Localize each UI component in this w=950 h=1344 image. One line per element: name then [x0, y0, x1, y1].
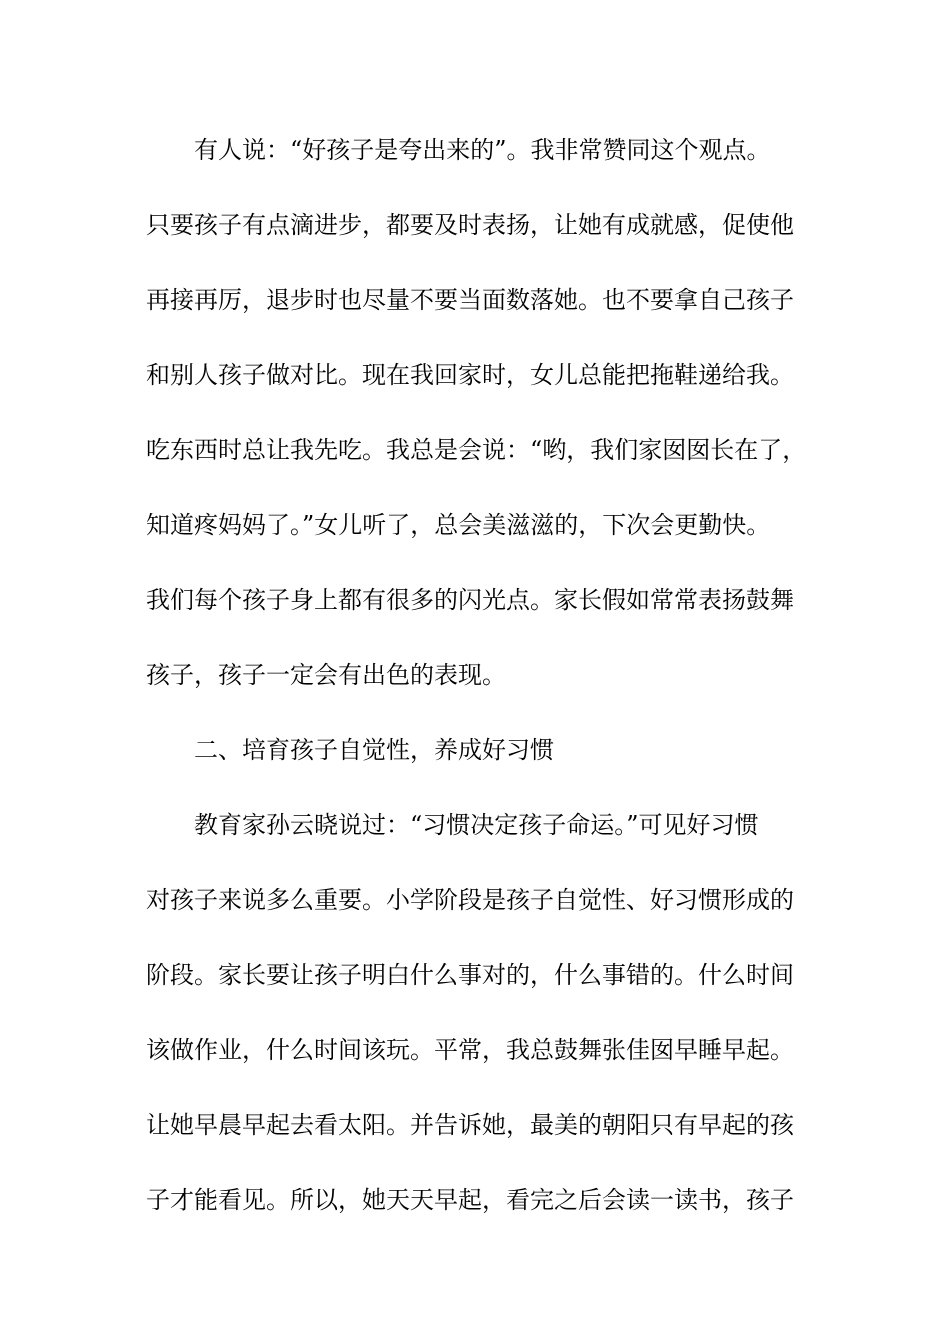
text-line: 吃东西时总让我先吃。我总是会说：“哟，我们家囡囡长在了， [146, 436, 807, 464]
text-line: 让她早晨早起去看太阳。并告诉她，最美的朝阳只有早起的孩 [146, 1111, 794, 1139]
text-line: 该做作业，什么时间该玩。平常，我总鼓舞张佳囡早睡早起。 [146, 1036, 794, 1064]
text-line: 和别人孩子做对比。现在我回家时，女儿总能把拖鞋递给我。 [146, 361, 794, 389]
text-line: 教育家孙云晓说过：“习惯决定孩子命运。”可见好习惯 [194, 811, 759, 839]
text-line: 再接再厉，退步时也尽量不要当面数落她。也不要拿自己孩子 [146, 286, 794, 314]
text-line: 有人说：“好孩子是夸出来的”。我非常赞同这个观点。 [194, 136, 771, 164]
text-line: 孩子，孩子一定会有出色的表现。 [146, 661, 506, 689]
text-line: 子才能看见。所以，她天天早起，看完之后会读一读书，孩子 [146, 1186, 794, 1214]
text-line: 我们每个孩子身上都有很多的闪光点。家长假如常常表扬鼓舞 [146, 586, 794, 614]
text-line: 只要孩子有点滴进步，都要及时表扬，让她有成就感，促使他 [146, 211, 794, 239]
document-body [146, 130, 836, 1255]
text-line: 知道疼妈妈了。”女儿听了，总会美滋滋的，下次会更勤快。 [146, 511, 771, 539]
text-line: 阶段。家长要让孩子明白什么事对的，什么事错的。什么时间 [146, 961, 794, 989]
text-line: 对孩子来说多么重要。小学阶段是孩子自觉性、好习惯形成的 [146, 886, 794, 914]
section-heading: 二、培育孩子自觉性，养成好习惯 [194, 736, 554, 764]
